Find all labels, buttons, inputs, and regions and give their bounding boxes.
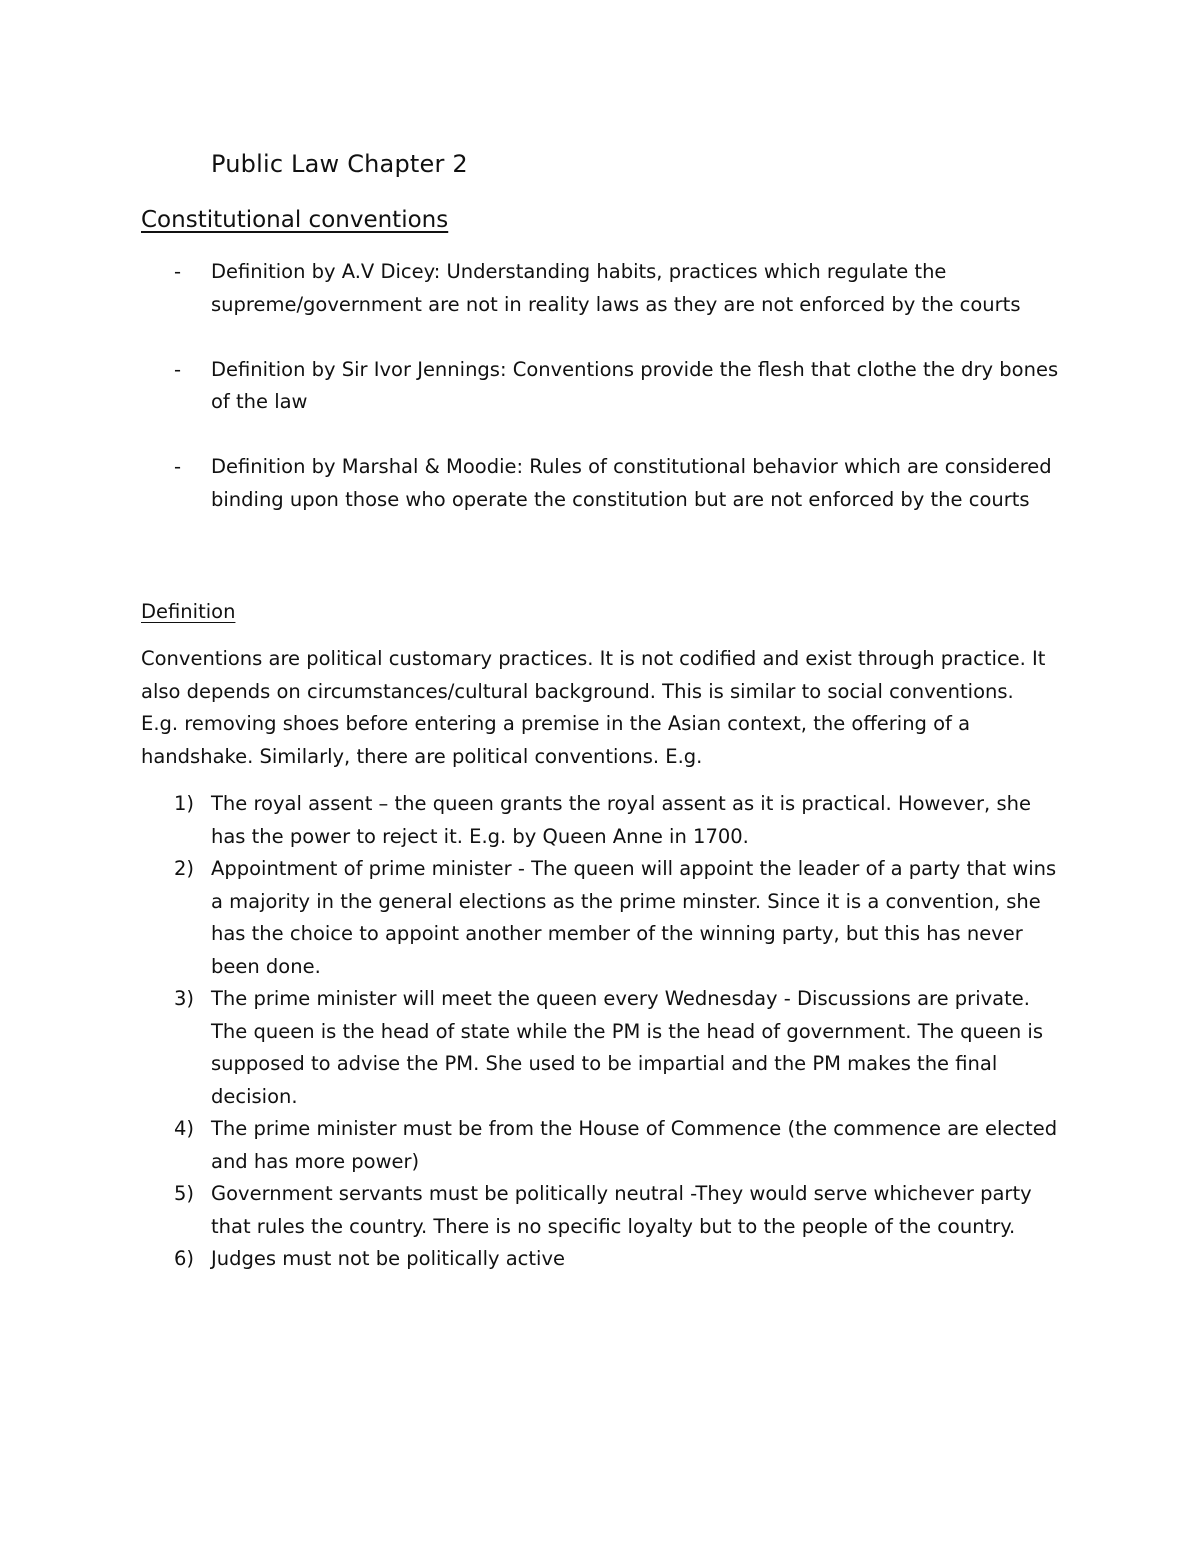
definition-paragraph: Conventions are political customary practices. It is not codified and exist through practice. It also depends on circumstances/cultural background. This is similar to social conventions. E.g. removing shoes before entering a premise in the Asian context, the offering of a handshake. Similarly, there are political conventions. E.g. [141,647,1046,768]
examples-list [141,788,1071,1276]
list-item [141,354,1071,419]
example-text: Government servants must be politically neutral -They would serve whichever party that rules the country. There is no specific loyalty but to the people of the country. [211,1182,1032,1238]
list-item [141,451,1071,516]
list-number: 6) [174,1247,195,1270]
dash-bullet: - [174,357,182,381]
definitions-list [141,256,1071,549]
document-title: Public Law Chapter 2 [211,150,468,178]
list-number: 3) [174,987,195,1010]
list-item [141,1243,1071,1276]
dash-bullet: - [174,260,182,283]
section-heading: Constitutional conventions [141,207,449,233]
example-text: Appointment of prime minister - The queen will appoint the leader of a party that wins a majority in the general elections as the prime minster. Since it is a convention, she has the choice to appoint another member of the winning party, but this has never been done. [211,857,1057,978]
list-number: 5) [174,1182,195,1205]
list-number: 1) [174,792,195,815]
definition-subheading: Definition [141,600,236,623]
example-text: The prime minister will meet the queen every Wednesday - Discussions are private. The queen is the head of state while the PM is the head of government. The queen is supposed to advise the PM. She used to be impartial and the PM makes the final decision. [211,987,1043,1108]
dash-bullet: - [174,455,182,478]
example-text: The royal assent – the queen grants the royal assent as it is practical. However, she has the power to reject it. E.g. by Queen Anne in 1700. [211,792,1031,848]
list-item [141,983,1071,1113]
definition-text: Definition by Marshal & Moodie: Rules of constitutional behavior which are considered binding upon those who operate the constitution but are not enforced by the courts [211,455,1052,511]
list-item [141,853,1071,983]
list-item [141,788,1071,853]
list-item [141,256,1071,321]
list-item [141,1178,1071,1243]
list-item [141,1113,1071,1178]
list-number: 4) [174,1117,195,1140]
example-text: Judges must not be politically active [211,1247,566,1270]
list-number: 2) [174,857,195,880]
definition-text: Definition by A.V Dicey: Understanding habits, practices which regulate the supreme/government are not in reality laws as they are not enforced by the courts [211,260,1021,316]
example-text: The prime minister must be from the House of Commence (the commence are elected and has more power) [211,1117,1058,1173]
definition-text: Definition by Sir Ivor Jennings: Conventions provide the flesh that clothe the dry bones of the law [211,357,1059,413]
